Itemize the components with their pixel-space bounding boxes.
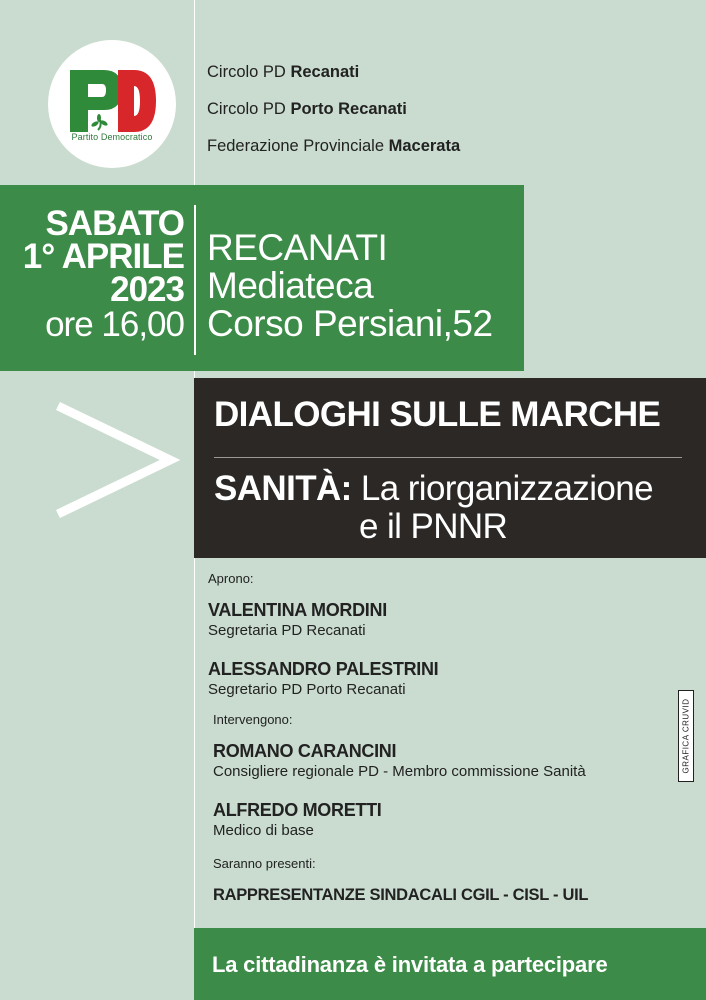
organizers-list [207,60,460,171]
divider-line-middle [194,371,195,378]
speaker-role: Segretaria PD Recanati [208,622,366,639]
event-venue: Mediateca [207,265,374,306]
speaker-name: ALESSANDRO PALESTRINI [208,659,439,679]
present-label: Saranno presenti: [213,856,316,871]
pd-logo [48,40,176,168]
event-date-day: 1° APRILE [22,237,184,276]
title-divider [214,457,682,458]
organizer-line: Circolo PD Porto Recanati [207,100,407,118]
event-topic [214,470,653,546]
speaker-name: ROMANO CARANCINI [213,741,397,761]
footer-band [194,928,706,1000]
organizer-line: Federazione Provinciale Macerata [207,137,461,155]
date-place-band [0,185,524,371]
topic-line-1: La riorganizzazione [360,469,653,508]
divider-line-top [194,0,195,185]
event-series-title: DIALOGHI SULLE MARCHE [214,395,661,434]
speak-label: Intervengono: [213,712,293,727]
event-year: 2023 [110,270,184,309]
open-label: Aprono: [208,571,254,586]
event-location [207,227,493,344]
date-separator [194,205,196,355]
speaker-name: ALFREDO MORETTI [213,800,382,820]
present-unions: RAPPRESENTANZE SINDACALI CGIL - CISL - UIL [213,886,589,904]
event-city: RECANATI [207,227,388,268]
speaker-role: Medico di base [213,822,314,839]
event-time: ore 16,00 [45,305,184,344]
organizer-line: Circolo PD Recanati [207,63,360,81]
divider-line-bottom [194,558,195,928]
topic-line-2: e il PNNR [359,507,508,546]
event-date [22,204,184,344]
speaker-name: VALENTINA MORDINI [208,600,387,620]
pd-logo-mark [48,40,176,168]
event-title-box [194,378,706,558]
speaker-role: Segretario PD Porto Recanati [208,681,406,698]
speaker-role: Consigliere regionale PD - Membro commissione Sanità [213,763,586,780]
logo-caption: Partito Democratico [71,132,153,142]
graphic-credit: GRAFICA CRUVID [678,690,694,782]
event-address: Corso Persiani,52 [207,303,493,344]
invitation-text: La cittadinanza è invitata a partecipare [212,952,608,977]
event-day: SABATO [45,204,184,243]
topic-keyword: SANITÀ: [214,469,352,508]
chevron-right-icon [52,400,182,520]
